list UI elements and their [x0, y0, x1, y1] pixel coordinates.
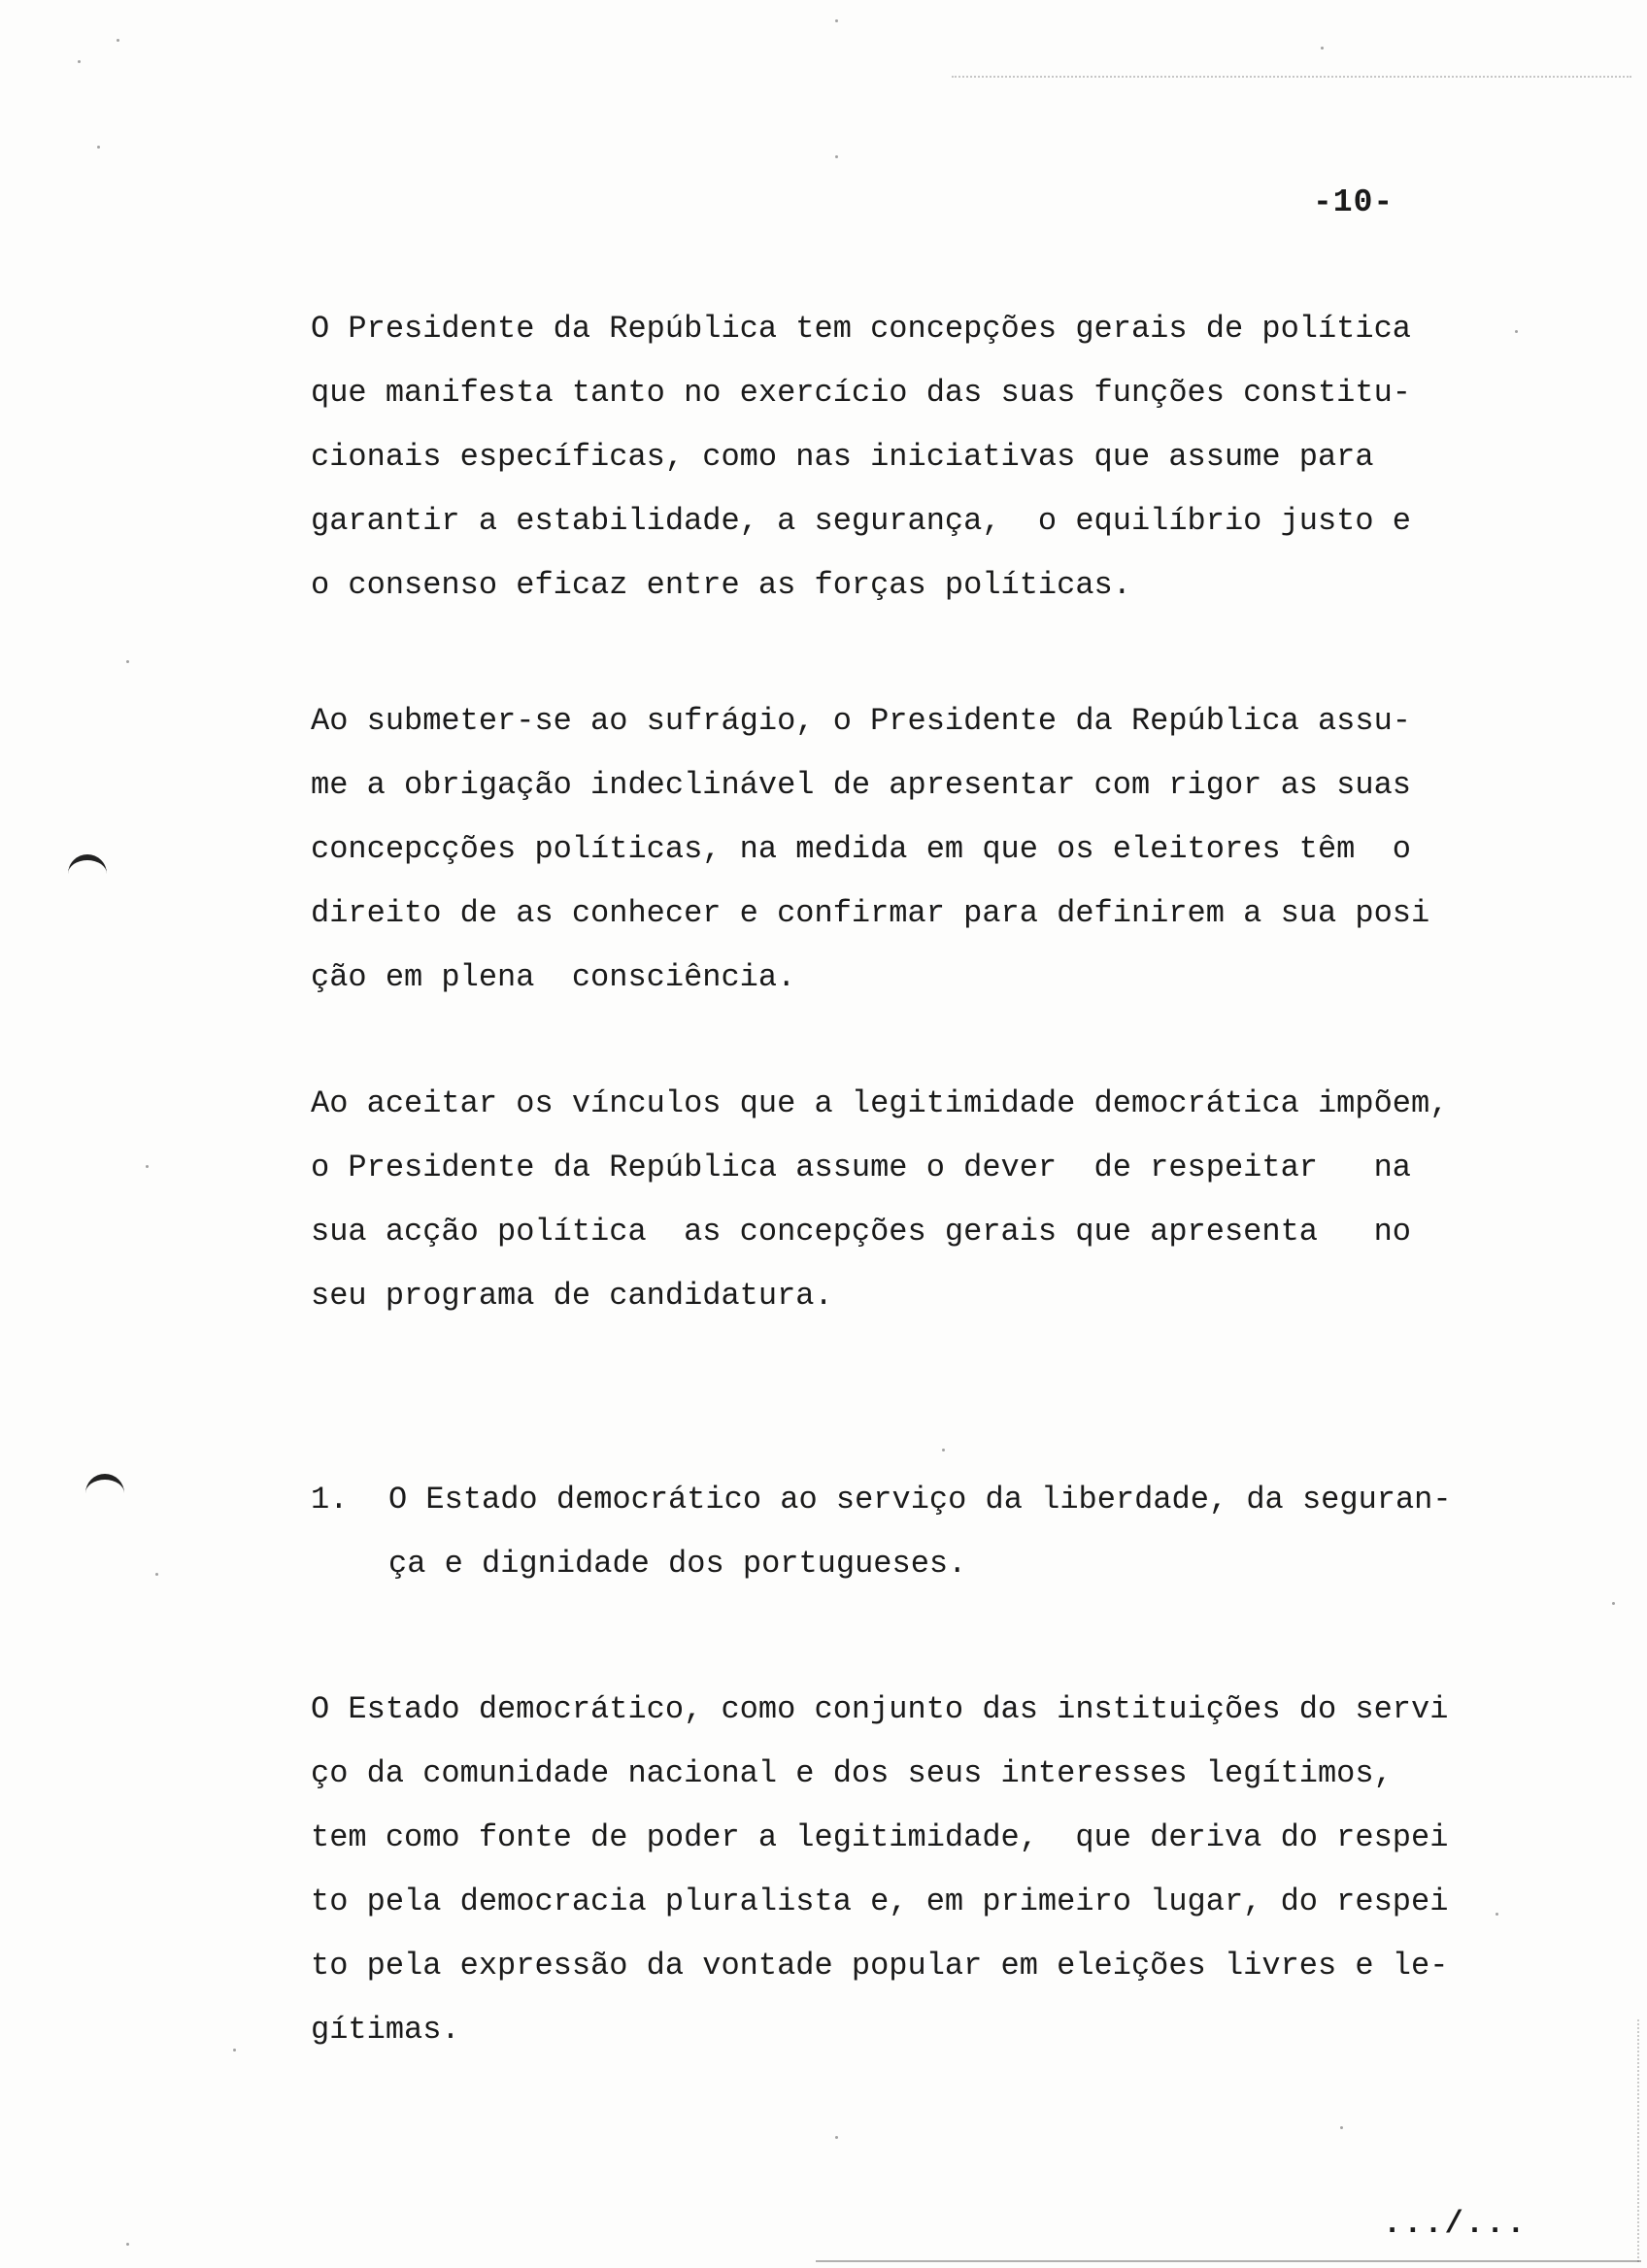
text-line: to pela democracia pluralista e, em primeiro lugar, do respei — [311, 1884, 1449, 1919]
paragraph-1 — [311, 297, 1515, 617]
text-line: tem como fonte de poder a legitimidade, que deriva do respei — [311, 1819, 1449, 1855]
text-line: garantir a estabilidade, a segurança, o equilíbrio justo e — [311, 503, 1411, 539]
scan-artifact-top — [952, 76, 1631, 78]
text-line: o Presidente da República assume o dever de respeitar na — [311, 1150, 1411, 1185]
margin-mark — [85, 1474, 124, 1499]
text-line: ço da comunidade nacional e dos seus interesses legítimos, — [311, 1755, 1393, 1791]
text-line: Ao submeter-se ao sufrágio, o Presidente da República assu- — [311, 703, 1411, 739]
text-line: o consenso eficaz entre as forças políticas. — [311, 567, 1131, 603]
text-line: concepcções políticas, na medida em que os eleitores têm o — [311, 831, 1411, 867]
text-line: O Presidente da República tem concepções gerais de política — [311, 311, 1411, 347]
section-title-line: ça e dignidade dos portugueses. — [388, 1546, 967, 1582]
section-title-line: O Estado democrático ao serviço da liberdade, da seguran- — [388, 1482, 1452, 1518]
text-line: me a obrigação indeclinável de apresentar com rigor as suas — [311, 767, 1411, 803]
paragraph-3 — [311, 1072, 1515, 1328]
paragraph-2 — [311, 689, 1515, 1010]
text-line: Ao aceitar os vínculos que a legitimidade democrática impõem, — [311, 1085, 1449, 1121]
text-line: direito de as conhecer e confirmar para definirem a sua posi — [311, 895, 1430, 931]
text-line: O Estado democrático, como conjunto das instituições do servi — [311, 1691, 1449, 1727]
text-line: gítimas. — [311, 2012, 460, 2048]
page-number: -10- — [1313, 184, 1395, 220]
margin-mark — [68, 854, 107, 880]
text-line: sua acção política as concepções gerais que apresenta no — [311, 1214, 1411, 1250]
scan-artifact-bottom — [816, 2260, 1641, 2262]
text-line: ção em plena consciência. — [311, 959, 796, 995]
text-line: que manifesta tanto no exercício das suas funções constitu- — [311, 375, 1411, 411]
continuation-mark: .../... — [1383, 2206, 1528, 2242]
section-number: 1. — [311, 1482, 349, 1518]
paragraph-4 — [311, 1678, 1515, 2062]
text-line: cionais específicas, como nas iniciativas que assume para — [311, 439, 1374, 475]
text-line: seu programa de candidatura. — [311, 1278, 833, 1314]
scan-artifact-right — [1637, 2019, 1639, 2262]
text-line: to pela expressão da vontade popular em eleições livres e le- — [311, 1948, 1449, 1984]
